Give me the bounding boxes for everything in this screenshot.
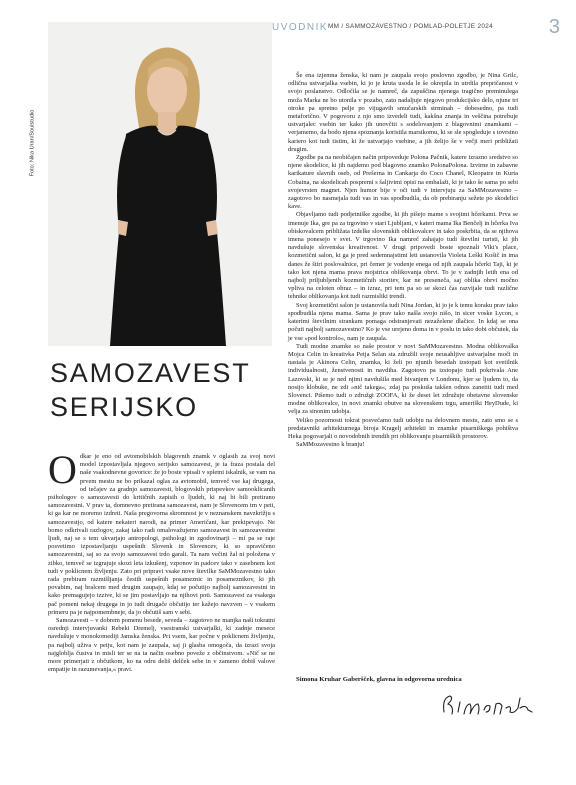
portrait-illustration — [48, 22, 272, 346]
handwritten-signature — [440, 690, 536, 720]
paragraph: Še ena izjemna ženska, ki nam je zaupala svojo poslovno zgodbo, je Nina Grilc, odlična ustvarjalka vsebin, ki jo je kruta usoda le še okrepila in utrdila prepričanost v svojo poslanstvo. Odločila se je namreč, da zapuščina njenega tragično preminulega moža Marka ne bo utonila v pozabo, zato nadaljuje njegovo produkcijsko delo, njune tri otroke pa spretno pelje po vijugavih smučarskih strminah – dobesedno, pa tudi metaforično. V pogovoru z njo smo izvedeli tudi, kakšna znanja in veščina potrebuje ustvarjalec vsebin ter kako jih unovčiti s sodelovanjem z blagovnimi znamkami – verjamemo, da bodo njena spoznanja koristila marsikomu, ki se sle spogleduje s tovrstno kariero kot tudi tistim, ki že ustvarjajo vsebine, a jih želijo še v večji meri približati drugim. — [288, 72, 518, 153]
page-number: 3 — [548, 16, 560, 38]
paragraph: Odkar je eno od avtomobilskih blagovnih znamk v oglasih za svoj novi model izpostavljala njegovo serijsko samozavest, je ta fraza postala del naše vsakodnevne govorice: že jo boste vpisali v spletni iskalnik, se vam na prvem mestu ne bo prikazal oglas za avtomobil, temveč vse kaj drugega, od tečajev za gradnjo samozavesti, blogovskih prispevkov samooklicanih psihologov o samozavesti do kritičnih zapisih o ljudeh, ki naj bi bili pretirano samozavestni. V prav ta, domnevno pretirana samozavest, nam je Slovencem trn v peti, ki ga kar ne moremo izdreti. Naša pregovorna skromnost je v neznanskem navzkrižju s samozavestjo, od katere nekateri narodi, na primer Američani, kar prekipevajo. Ne bomo odkrivali razlogov, zakaj tako radi omalovažujemo samozavest in samozavestne ljudi, naj se s tem ukvarjajo antropologi, psihologi in zgodovinarji – mi pa se raje posvetimo izpostavljanju uspešnih Slovenk in Slovencev, ki so upravičeno samozavestni, saj so za svojo samozavest trdo garali. Ta nam večini žal ni položena v zibko, temveč se izgrajuje skozi leta izkušenj, vzponov in padcev tako v zasebnem kot tudi v poklicnem življenju. Zato pri pripravi vsake nove številke SaMMozavestno tako rada prebiram razmišljanja čestih uspešnih posameznic in posameznikov, ki jih povabim, naj bralcem med drugim zaupajo, kdaj se počutijo najbolj samozavestni in kako premagujejo izzive, ki se jim postavljajo na njihovi poti. Samozavest za vsakega pač pomeni nekaj drugega in jo tudi drugače občutijo ter kažejo navzven – v vsakem primeru pa je najpomembneje, da jo občutiš sam v sebi. — [48, 447, 275, 616]
drop-cap: O — [48, 447, 77, 492]
title-line-1: SAMOZAVEST — [50, 358, 251, 388]
title-line-2: SERIJSKO — [50, 392, 198, 422]
portrait-photo — [29, 22, 272, 346]
author-signature-line: Simona Kruhar Gaberšček, glavna in odgovorna urednica — [296, 676, 462, 683]
magazine-issue-line: MM / SAMMOZAVESTNO / POMLAD-POLETJE 2024 — [328, 23, 493, 30]
paragraph: Tudi modne znamke so naše prostor v novi SaMMozavestno. Modna oblikovalka Mojca Celin in kreativka Petja Selan sta združili svoje neusahljive ustvarjalne moči in nastala je Akinora Celin, znamka, ki želi po njunih besedah izstopati kot svetilnik individualnosti, ženstvenosti in navdiha. Zagotovo pa izstopajo tudi pokrivala Ane Lazovski, ki se je ned njimi navdušila med bivanjem v Londonu, kjer se ljudem to, da nosijo klobuke, ne zdi »nič takega«, zdaj pa poskuša takšen odnos zanetiti tudi med Slovenci. Pišemo tudi o združgi ZOOFA, ki že deset let združuje obetavne slovenske modne oblikovalce, in novi znamki obutve na slovenskem trgu, ameriški HeyDude, ki velja za sinonim udobja. — [288, 342, 518, 416]
article-title — [50, 356, 251, 424]
paragraph: Objavljamo tudi podjetniške zgodbe, ki jih pišejo mame s svojimi hčerkami. Prva se imenuje Ika, gre pa za trgovino v stari Ljubljani, v kateri mama Ika Benčelj in hčerka Iva obiskovalcem približata izdelke slovenskih oblikovalcev in tako poskrbita, da se njihova imena ponesejo v svet. V trgovino Ika namreč zahajajo tudi številni turisti, ki jih navdušuje slovenska kreativnost. V drugi pripovedi boste spoznali Viki's place, kozmetični salon, ki ga je pred sedemnajstimi leti ustanovila Violeta Leški Košič in ima danes že štiri poslovalnice, pri čemer je vodenje enega od njih zaupala hčerki Taji, ki je tako kot njena mama prava mojstrica oblikovanja obrvi. To je v zadnjih letih ena od najbolj priljubljenih kozmetičnih storitev, kar ne preseneča, saj oblika obrvi močno vpliva na celoten obraz – in izraz, pri tem pa so se skozi čas razvijale tudi različne tehnike oblikovanja kot tudi razmisliki trendi. — [288, 211, 518, 301]
page-header — [272, 16, 560, 40]
closing-line: SaMMozavestno k branju! — [296, 441, 365, 449]
photo-credit: Foto: Nika Uran/Soulstudio — [29, 109, 36, 177]
paragraph: Zgodbe pa na neobičajen način pripoveduje Polona Pačnik, katere izrazno sredstvo so njene skodelice, ki jih najdemo pod blagovno znamko PolonaPolona. Izvirne in zabavne karikature slavnih oseb, od Prešerna in Cankarja do Coco Chanel, Kleopatre in Kurta Cobaina, na skodelicah pospremi s šaljivimi opisi na embalaži, ki je tako še sama po sebi svojevrsten magnet. Njen humor bije v oči tudi v intervjuju za SaMMozavestno – zagotovo bo nasmejala tudi vas in vas spodbudila, da ob prebiranju sežete po skodelici kave. — [288, 154, 518, 211]
paragraph: Veliko pozornosti tokrat posvečamo tudi udobju na delovnem mestu, zato smo se s predstavniki arhitekturnega biroja Kragelj arhitekti in znamke pisarniškega pohištva Heka pogovarjali o novodobnih trendih pri oblikovanju pisarniških prostorov. — [288, 416, 518, 440]
left-text-column — [48, 447, 275, 765]
right-text-column — [288, 72, 518, 660]
paragraph: Samozavesti – v dobrem pomenu besede, seveda – zagotovo ne manjka naši tokratni osrednji intervjuvanki Rebeki Dremelj, vsestranski ustvarjalki, ki zadnje mesece navdušuje v monokomediji Jamska ženska. Pri vsem, kar počne v poklicnem življenju, pa najbolj uživa v petju, kot nam je zaupala, saj ji glasba omogoča, da izrazi svoja najgloblja čustva in misli ter se na ta način osebno poveže z občinstvom. »Nič se ne more primerjati z občutkom, ko na odru deliš delček sebe in v zameno dobiš valove empatije in razumevanja,« pravi. — [48, 617, 275, 674]
paragraph: Svoj kozmetični salon je ustanovila tudi Nina Jordan, ki jo je k temu koraku prav tako spodbudila njena mama. Sama je prav tako našla svojo nišo, in sicer voske Lycon, s katerimi številnim strankam pomaga odstranjevati nezaželene dlačice. In kdaj se ona počuti najbolj samozavestno? Ko je vse urejeno doma in v poslu in tako dobi občutek, da je vse »pod kontrolo«, nam je zaupala. — [288, 301, 518, 342]
section-label: UVODNIK — [272, 22, 329, 33]
